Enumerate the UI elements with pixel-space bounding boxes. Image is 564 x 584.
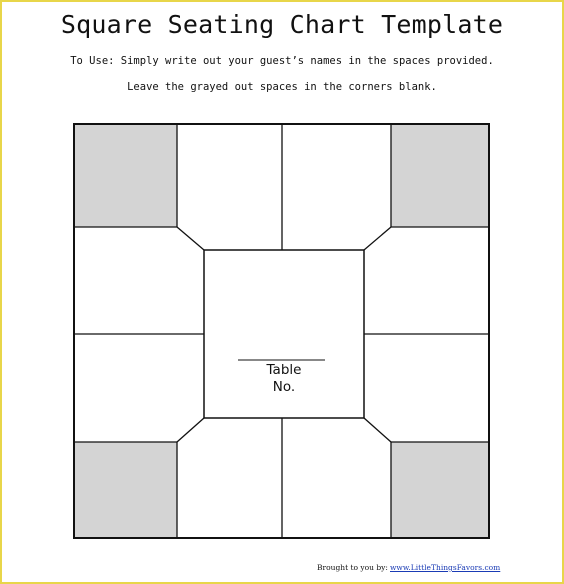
corner-block-top-left [74, 124, 177, 227]
instruction-use: To Use: Simply write out your guest’s names in the spaces provided. [70, 55, 494, 67]
diagonal-top-right [364, 227, 391, 250]
seating-chart-diagram [2, 2, 564, 584]
diagonal-top-left [177, 227, 204, 250]
instruction-corners: Leave the grayed out spaces in the corners blank. [127, 81, 437, 93]
corner-block-bottom-left [74, 442, 177, 538]
footer-credit: Brought to you by: [317, 563, 388, 572]
table-number-label: No. [272, 379, 296, 395]
footer-link[interactable]: www.LittleThingsFavors.com [390, 563, 501, 572]
corner-block-bottom-right [391, 442, 489, 538]
corner-block-top-right [391, 124, 489, 227]
diagonal-bottom-left [177, 418, 204, 442]
table-label: Table [266, 362, 302, 378]
page-title: Square Seating Chart Template [60, 10, 504, 39]
diagonal-bottom-right [364, 418, 391, 442]
